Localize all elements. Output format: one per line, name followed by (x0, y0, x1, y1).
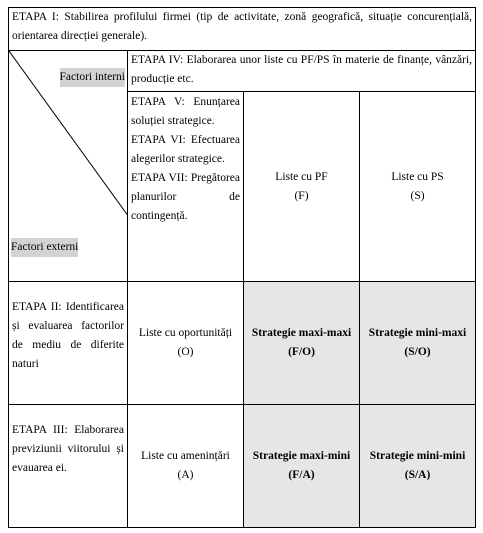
threats-code: (A) (177, 469, 194, 481)
weaknesses-code: (S) (410, 189, 425, 202)
mini-mini-label: Strategie mini-mini (369, 450, 466, 462)
maxi-mini-cell (244, 405, 360, 528)
stage5-text: ETAPA V: Enunțarea soluției strategice. (131, 96, 240, 127)
stage1-cell: ETAPA I: Stabilirea profilului firmei (tip de activitate, zonă geografică, situație concurențială, orientarea direcției generale). (9, 8, 476, 51)
row-stage4 (9, 51, 476, 92)
strengths-code: (F) (294, 189, 309, 202)
row-opportunities (9, 282, 476, 405)
stage7-text: ETAPA VII: Pregătorea planurilor de contingență. (131, 172, 240, 222)
row-threats (9, 405, 476, 528)
maxi-maxi-label: Strategie maxi-maxi (251, 327, 352, 339)
maxi-mini-label: Strategie maxi-mini (252, 450, 351, 462)
stage2-cell: ETAPA II: Identificarea și evaluarea factorilor de mediu de diferite naturi (9, 282, 128, 405)
threats-list-cell (128, 405, 244, 528)
weaknesses-list-cell (360, 92, 476, 282)
strengths-list-cell (244, 92, 360, 282)
mini-maxi-cell (360, 282, 476, 405)
strengths-label: Liste cu PF (275, 170, 328, 183)
threats-label: Liste cu amenințări (141, 450, 230, 462)
factors-diagonal-cell (9, 51, 128, 282)
opportunities-code: (O) (177, 346, 194, 358)
stage4-cell: ETAPA IV: Elaborarea unor liste cu PF/PS în materie de finanțe, vânzări, producție etc. (128, 51, 476, 92)
stage6-text: ETAPA VI: Efectuarea alegerilor strategice. (131, 134, 240, 165)
stage3-cell: ETAPA III: Elaborarea previziunii viitorului și evauarea ei. (9, 405, 128, 528)
maxi-mini-code: (F/A) (288, 469, 315, 481)
opportunities-label: Liste cu oportunități (138, 327, 233, 339)
row-stage1 (9, 8, 476, 51)
maxi-maxi-cell (244, 282, 360, 405)
opportunities-list-cell (128, 282, 244, 405)
maxi-maxi-code: (F/O) (288, 346, 315, 358)
external-factors-label: Factori externi (11, 238, 78, 257)
mini-maxi-label: Strategie mini-maxi (368, 327, 467, 339)
mini-mini-cell (360, 405, 476, 528)
weaknesses-label: Liste cu PS (391, 170, 444, 183)
mini-mini-code: (S/A) (404, 469, 431, 481)
internal-factors-label: Factori interni (60, 68, 125, 87)
swot-table-container (8, 7, 475, 528)
stages-5-7-cell (128, 92, 244, 282)
strategy-table (8, 7, 476, 528)
mini-maxi-code: (S/O) (404, 346, 431, 358)
